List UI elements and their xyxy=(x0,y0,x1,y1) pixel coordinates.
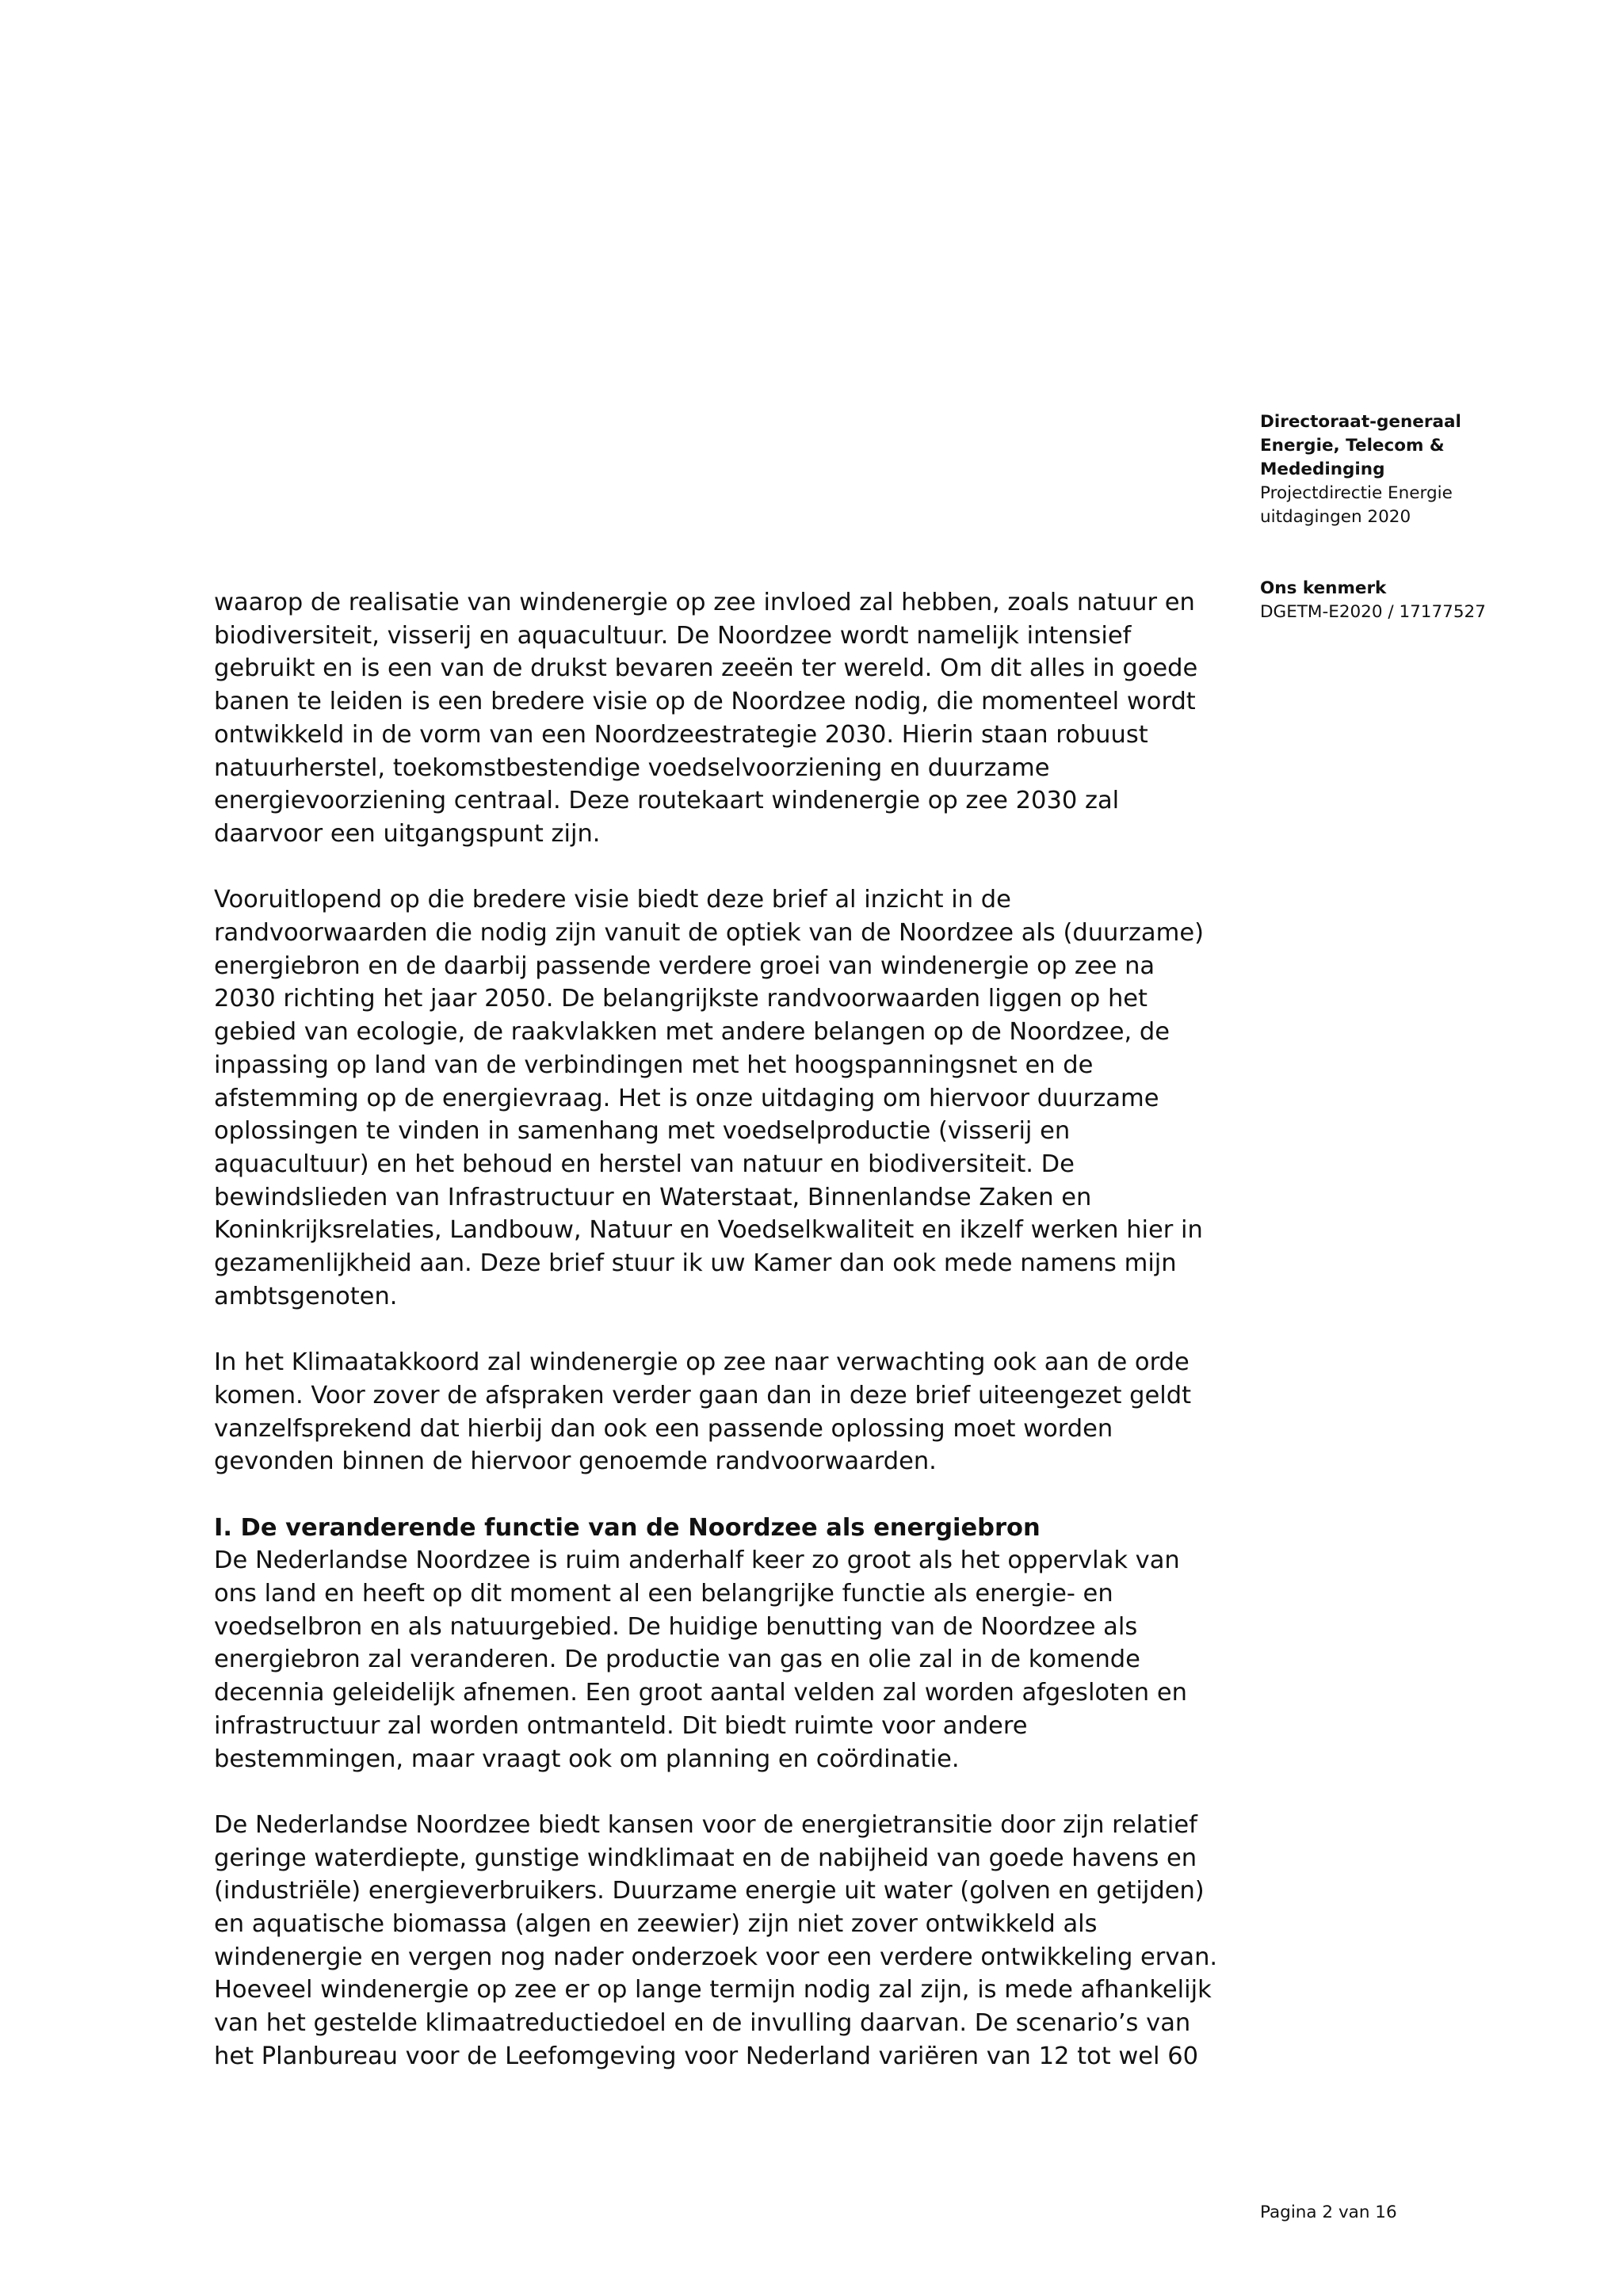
paragraph-2: Vooruitlopend op die bredere visie biedt deze brief al inzicht in de randvoorwaarden die nodig zijn vanuit de optiek van de Noordzee als (duurzame) energiebron en de daarbij passende verdere groei van windenergie op zee na 2030 richting het jaar 2050. De belangrijkste randvoorwaarden liggen op het gebied van ecologie, de raakvlakken met andere belangen op de Noordzee, de inpassing op land van de verbindingen met het hoogspanningsnet en de afstemming op de energievraag. Het is onze uitdaging om hiervoor duurzame oplossingen te vinden in samenhang met voedselproductie (visserij en aquacultuur) en het behoud en herstel van natuur en biodiversiteit. De bewindslieden van Infrastructuur en Waterstaat, Binnenlandse Zaken en Koninkrijksrelaties, Landbouw, Natuur en Voedselkwaliteit en ikzelf werken hier in gezamenlijkheid aan. Deze brief stuur ik uw Kamer dan ook mede namens mijn ambtsgenoten. xyxy=(214,886,1204,1310)
paragraph-5: De Nederlandse Noordzee biedt kansen voor de energietransitie door zijn relatief geringe waterdiepte, gunstige windklimaat en de nabijheid van goede havens en (industriële) energieverbruikers. Duurzame energie uit water (golven en getijden) en aquatische biomassa (algen en zeewier) zijn niet zover ontwikkeld als windenergie en vergen nog nader onderzoek voor een verdere ontwikkeling ervan. Hoeveel windenergie op zee er op lange termijn nodig zal zijn, is mede afhankelijk van het gestelde klimaatreductiedoel en de invulling daarvan. De scenario’s van het Planbureau voor de Leefomgeving voor Nederland variëren van 12 tot wel 60 xyxy=(214,1810,1218,2070)
reference-label: Ons kenmerk xyxy=(1260,578,1387,598)
paragraph-3: In het Klimaatakkoord zal windenergie op zee naar verwachting ook aan de orde komen. Voor zover de afspraken verder gaan dan in deze brief uiteengezet geldt vanzelfsprekend dat hierbij dan ook een passende oplossing moet worden gevonden binnen de hiervoor genoemde randvoorwaarden. xyxy=(214,1348,1192,1476)
page-number: Pagina 2 van 16 xyxy=(1260,2203,1397,2222)
org-line-3: Mededinging xyxy=(1260,460,1385,479)
org-line-1: Directoraat-generaal xyxy=(1260,412,1461,432)
sender-block xyxy=(1260,410,1593,624)
reference-value: DGETM-E2020 / 17177527 xyxy=(1260,602,1486,622)
dept-line-2: uitdagingen 2020 xyxy=(1260,507,1411,527)
dept-line-1: Projectdirectie Energie xyxy=(1260,483,1453,503)
paragraph-1: waarop de realisatie van windenergie op zee invloed zal hebben, zoals natuur en biodiversiteit, visserij en aquacultuur. De Noordzee wordt namelijk intensief gebruikt en is een van de drukst bevaren zeeën ter wereld. Om dit alles in goede banen te leiden is een bredere visie op de Noordzee nodig, die momenteel wordt ontwikkeld in de vorm van een Noordzeestrategie 2030. Hierin staan robuust natuurherstel, toekomstbestendige voedselvoorziening en duurzame energievoorziening centraal. Deze routekaart windenergie op zee 2030 zal daarvoor een uitgangspunt zijn. xyxy=(214,589,1198,848)
letter-body xyxy=(214,586,1252,2106)
section-heading: I. De veranderende functie van de Noordzee als energiebron xyxy=(214,1513,1041,1542)
org-line-2: Energie, Telecom & xyxy=(1260,436,1445,456)
paragraph-4: De Nederlandse Noordzee is ruim anderhalf keer zo groot als het oppervlak van ons land en heeft op dit moment al een belangrijke functie als energie- en voedselbron en als natuurgebied. De huidige benutting van de Noordzee als energiebron zal veranderen. De productie van gas en olie zal in de komende decennia geleidelijk afnemen. Een groot aantal velden zal worden afgesloten en infrastructuur zal worden ontmanteld. Dit biedt ruimte voor andere bestemmingen, maar vraagt ook om planning en coördinatie. xyxy=(214,1547,1187,1773)
